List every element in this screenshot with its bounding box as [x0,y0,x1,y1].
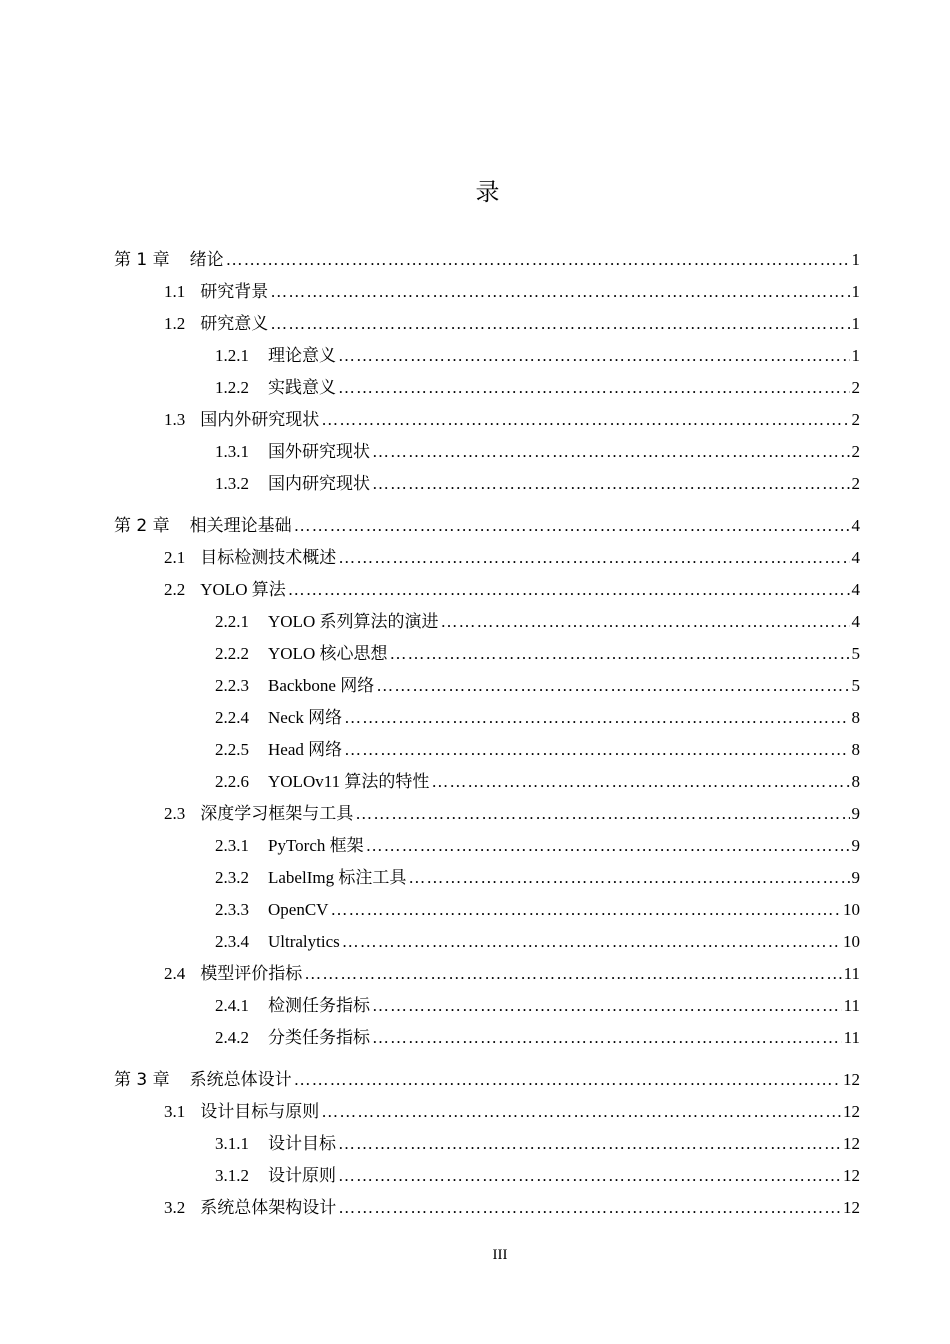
toc-dot-leader [321,1096,841,1128]
toc-entry-number: 1.1 [164,282,186,301]
toc-entry-number: 2.4.1 [215,996,249,1015]
toc-entry[interactable] [114,308,860,340]
toc-entry-number: 2.3.3 [215,900,249,919]
page-number-footer: III [492,1247,508,1263]
toc-entry-title: Backbone 网络 [268,676,375,695]
toc-entry-page: 12 [843,1166,860,1185]
toc-dot-leader [372,990,842,1022]
toc-entry[interactable] [114,638,860,670]
toc-entry-number: 1.2 [164,314,186,333]
toc-dot-leader [372,436,850,468]
table-of-contents [114,244,860,1224]
toc-dot-leader [376,670,849,702]
toc-entry-number: 2.1 [164,548,186,567]
toc-entry-page: 1 [851,282,860,301]
toc-entry-number: 第 3 章 [114,1070,170,1090]
toc-entry-page: 8 [851,740,860,759]
toc-entry-page: 4 [851,580,860,599]
toc-dot-leader [294,510,850,542]
toc-entry[interactable] [114,894,860,926]
toc-entry[interactable] [114,436,860,468]
toc-entry-title: Ultralytics [268,932,340,951]
toc-entry-number: 3.2 [164,1198,186,1217]
toc-entry[interactable] [114,1192,860,1224]
toc-entry[interactable] [114,926,860,958]
toc-entry-title: LabelImg 标注工具 [268,868,407,887]
toc-entry-page: 10 [843,932,860,951]
toc-entry-title: 国内研究现状 [268,474,370,493]
toc-entry[interactable] [114,766,860,798]
toc-dot-leader [321,404,849,436]
toc-entry-number: 3.1.1 [215,1134,249,1153]
toc-entry-page: 10 [843,900,860,919]
toc-dot-leader [372,1022,842,1054]
toc-entry-number: 2.3.1 [215,836,249,855]
toc-dot-leader [440,606,849,638]
toc-entry[interactable] [114,1022,860,1054]
toc-entry-page: 12 [843,1134,860,1153]
toc-entry-number: 3.1.2 [215,1166,249,1185]
toc-dot-leader [344,702,849,734]
toc-entry-title: 理论意义 [268,346,336,365]
toc-entry-page: 11 [843,996,860,1015]
toc-dot-leader [342,926,841,958]
toc-entry-page: 1 [851,314,860,333]
toc-entry-number: 1.2.1 [215,346,249,365]
toc-entry[interactable] [114,276,860,308]
toc-entry-title: 研究背景 [200,282,269,301]
toc-entry[interactable] [114,798,860,830]
toc-dot-leader [355,798,849,830]
toc-entry[interactable] [114,958,860,990]
toc-entry[interactable] [114,734,860,766]
toc-dot-leader [338,340,850,372]
document-title: 录 [475,180,500,206]
toc-entry-page: 12 [843,1102,860,1121]
toc-dot-leader [338,1192,841,1224]
toc-dot-leader [408,862,849,894]
toc-entry-page: 4 [851,548,860,567]
toc-entry-title: 国内外研究现状 [200,410,320,429]
toc-dot-leader [304,958,841,990]
toc-dot-leader [294,1064,841,1096]
toc-entry-page: 2 [851,410,860,429]
toc-entry-page: 12 [843,1198,860,1217]
toc-entry-number: 2.2.6 [215,772,249,791]
toc-dot-leader [389,638,849,670]
toc-entry-page: 9 [851,836,860,855]
toc-dot-leader [338,372,850,404]
toc-entry[interactable] [114,1096,860,1128]
toc-entry-page: 8 [851,772,860,791]
toc-entry[interactable] [114,404,860,436]
toc-entry-title: 检测任务指标 [268,996,370,1015]
toc-entry-page: 11 [843,1028,860,1047]
toc-entry[interactable] [114,1160,860,1192]
toc-entry-number: 第 2 章 [114,516,170,536]
toc-entry[interactable] [114,990,860,1022]
toc-entry-title: OpenCV [268,900,329,919]
toc-entry[interactable] [114,340,860,372]
toc-entry[interactable] [114,372,860,404]
toc-entry-page: 1 [851,346,860,365]
toc-dot-leader [338,1128,841,1160]
toc-entry-title: YOLOv11 算法的特性 [268,772,430,791]
toc-entry-page: 5 [851,676,860,695]
toc-entry-title: 系统总体架构设计 [200,1198,337,1217]
toc-entry-page: 11 [843,964,860,983]
toc-entry-number: 1.3 [164,410,186,429]
toc-entry-title: 研究意义 [200,314,269,333]
toc-entry-page: 1 [851,250,860,269]
toc-entry-page: 8 [851,708,860,727]
toc-dot-leader [270,308,849,340]
toc-entry-page: 12 [843,1070,860,1089]
toc-entry[interactable] [114,830,860,862]
toc-entry[interactable] [114,510,860,542]
toc-entry-title: 相关理论基础 [189,516,292,536]
toc-entry-title: 目标检测技术概述 [200,548,337,567]
toc-entry[interactable] [114,862,860,894]
toc-dot-leader [366,830,850,862]
toc-entry-title: 设计目标 [268,1134,336,1153]
toc-entry-title: 绪论 [189,250,224,270]
toc-entry[interactable] [114,1064,860,1096]
toc-entry-number: 2.2.1 [215,612,249,631]
toc-entry[interactable] [114,244,860,276]
toc-entry-number: 1.3.1 [215,442,249,461]
toc-entry-title: PyTorch 框架 [268,836,364,855]
toc-dot-leader [344,734,849,766]
toc-entry[interactable] [114,468,860,500]
toc-entry[interactable] [114,542,860,574]
toc-entry-title: 设计原则 [268,1166,336,1185]
toc-entry[interactable] [114,574,860,606]
toc-dot-leader [270,276,849,308]
toc-entry-number: 2.2.5 [215,740,249,759]
toc-entry-number: 2.4.2 [215,1028,249,1047]
toc-entry[interactable] [114,1128,860,1160]
toc-entry-page: 5 [851,644,860,663]
toc-entry-page: 2 [851,378,860,397]
toc-entry-title: Head 网络 [268,740,343,759]
toc-entry-number: 3.1 [164,1102,186,1121]
toc-entry-title: YOLO 算法 [200,580,286,599]
toc-entry-page: 9 [851,804,860,823]
toc-entry-number: 2.3 [164,804,186,823]
toc-dot-leader [372,468,850,500]
toc-entry-number: 2.2.3 [215,676,249,695]
toc-entry-number: 2.4 [164,964,186,983]
toc-entry-number: 1.3.2 [215,474,249,493]
toc-entry-page: 9 [851,868,860,887]
toc-entry-title: 模型评价指标 [200,964,303,983]
toc-entry-number: 第 1 章 [114,250,170,270]
toc-entry-number: 2.2.2 [215,644,249,663]
toc-entry[interactable] [114,670,860,702]
toc-entry[interactable] [114,702,860,734]
toc-entry[interactable] [114,606,860,638]
toc-entry-title: YOLO 核心思想 [268,644,388,663]
toc-entry-page: 2 [851,442,860,461]
toc-entry-number: 2.3.2 [215,868,249,887]
toc-entry-page: 4 [851,612,860,631]
toc-dot-leader [330,894,841,926]
toc-dot-leader [226,244,850,276]
toc-entry-title: Neck 网络 [268,708,343,727]
toc-entry-title: YOLO 系列算法的演进 [268,612,439,631]
toc-entry-number: 2.2 [164,580,186,599]
toc-dot-leader [288,574,850,606]
toc-dot-leader [431,766,849,798]
toc-dot-leader [338,542,849,574]
toc-entry-page: 2 [851,474,860,493]
toc-entry-title: 实践意义 [268,378,336,397]
toc-entry-title: 国外研究现状 [268,442,370,461]
toc-entry-title: 设计目标与原则 [200,1102,320,1121]
toc-entry-number: 1.2.2 [215,378,249,397]
toc-entry-page: 4 [851,516,860,535]
toc-entry-title: 分类任务指标 [268,1028,370,1047]
toc-entry-number: 2.3.4 [215,932,249,951]
toc-dot-leader [338,1160,841,1192]
toc-entry-number: 2.2.4 [215,708,249,727]
toc-entry-title: 系统总体设计 [189,1070,292,1090]
toc-entry-title: 深度学习框架与工具 [200,804,354,823]
